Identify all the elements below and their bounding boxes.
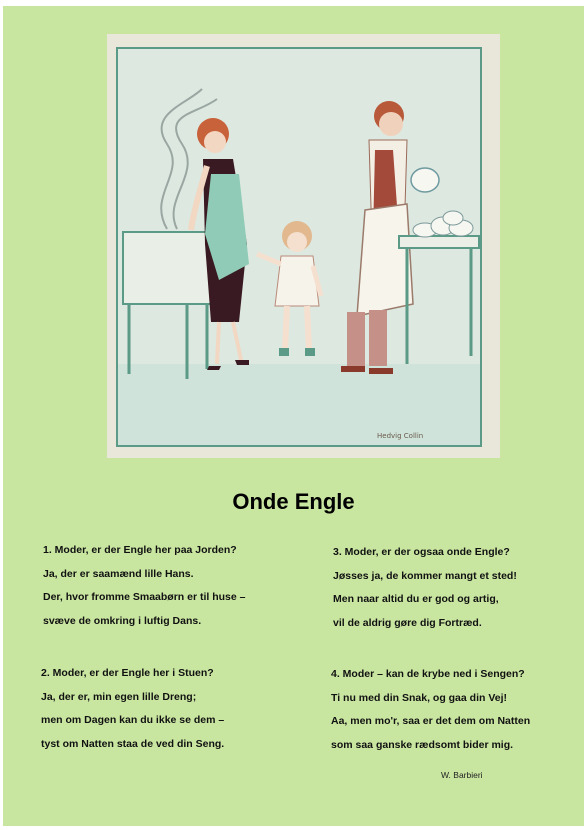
stanza-4 [331, 663, 530, 757]
stanza-line: vil de aldrig gøre dig Fortræd. [333, 616, 482, 629]
stanza-line: 1. Moder, er der Engle her paa Jorden? [43, 544, 237, 556]
stanza-line: 2. Moder, er der Engle her i Stuen? [41, 667, 214, 679]
stanza-line: Aa, men mo'r, saa er det dem om Natten [331, 715, 531, 727]
author-credit: W. Barbieri [441, 770, 483, 780]
stanza-line: Ja, der er, min egen lille Dreng; [41, 690, 197, 703]
illustration [107, 34, 500, 458]
stanza-line: tyst om Natten staa de ved din Seng. [41, 737, 225, 750]
poem-title: Onde Engle [232, 489, 355, 514]
stanza-line: men om Dagen kan du ikke se dem – [41, 714, 225, 726]
stanza-line: svæve de omkring i luftig Dans. [43, 614, 202, 627]
stanza-line: som saa ganske rædsomt bider mig. [331, 738, 514, 751]
stanza-line: Ti nu med din Snak, og gaa din Vej! [331, 691, 507, 704]
stanza-line: Der, hvor fromme Smaabørn er til huse – [43, 591, 246, 603]
family-kitchen-illustration [107, 34, 500, 458]
stanza-3 [333, 541, 517, 635]
stanza-line: 3. Moder, er der ogsaa onde Engle? [333, 546, 510, 558]
stanza-line: 4. Moder – kan de krybe ned i Sengen? [331, 668, 525, 680]
stanza-1 [43, 539, 245, 633]
stanza-2 [41, 662, 224, 756]
svg-text:Hedvig Collin: Hedvig Collin [377, 432, 424, 440]
stanza-line: Ja, der er saamænd lille Hans. [43, 567, 194, 580]
stanza-line: Men naar altid du er god og artig, [333, 593, 499, 605]
poem-page [3, 6, 584, 826]
stanza-line: Jøsses ja, de kommer mangt et sted! [333, 569, 517, 582]
